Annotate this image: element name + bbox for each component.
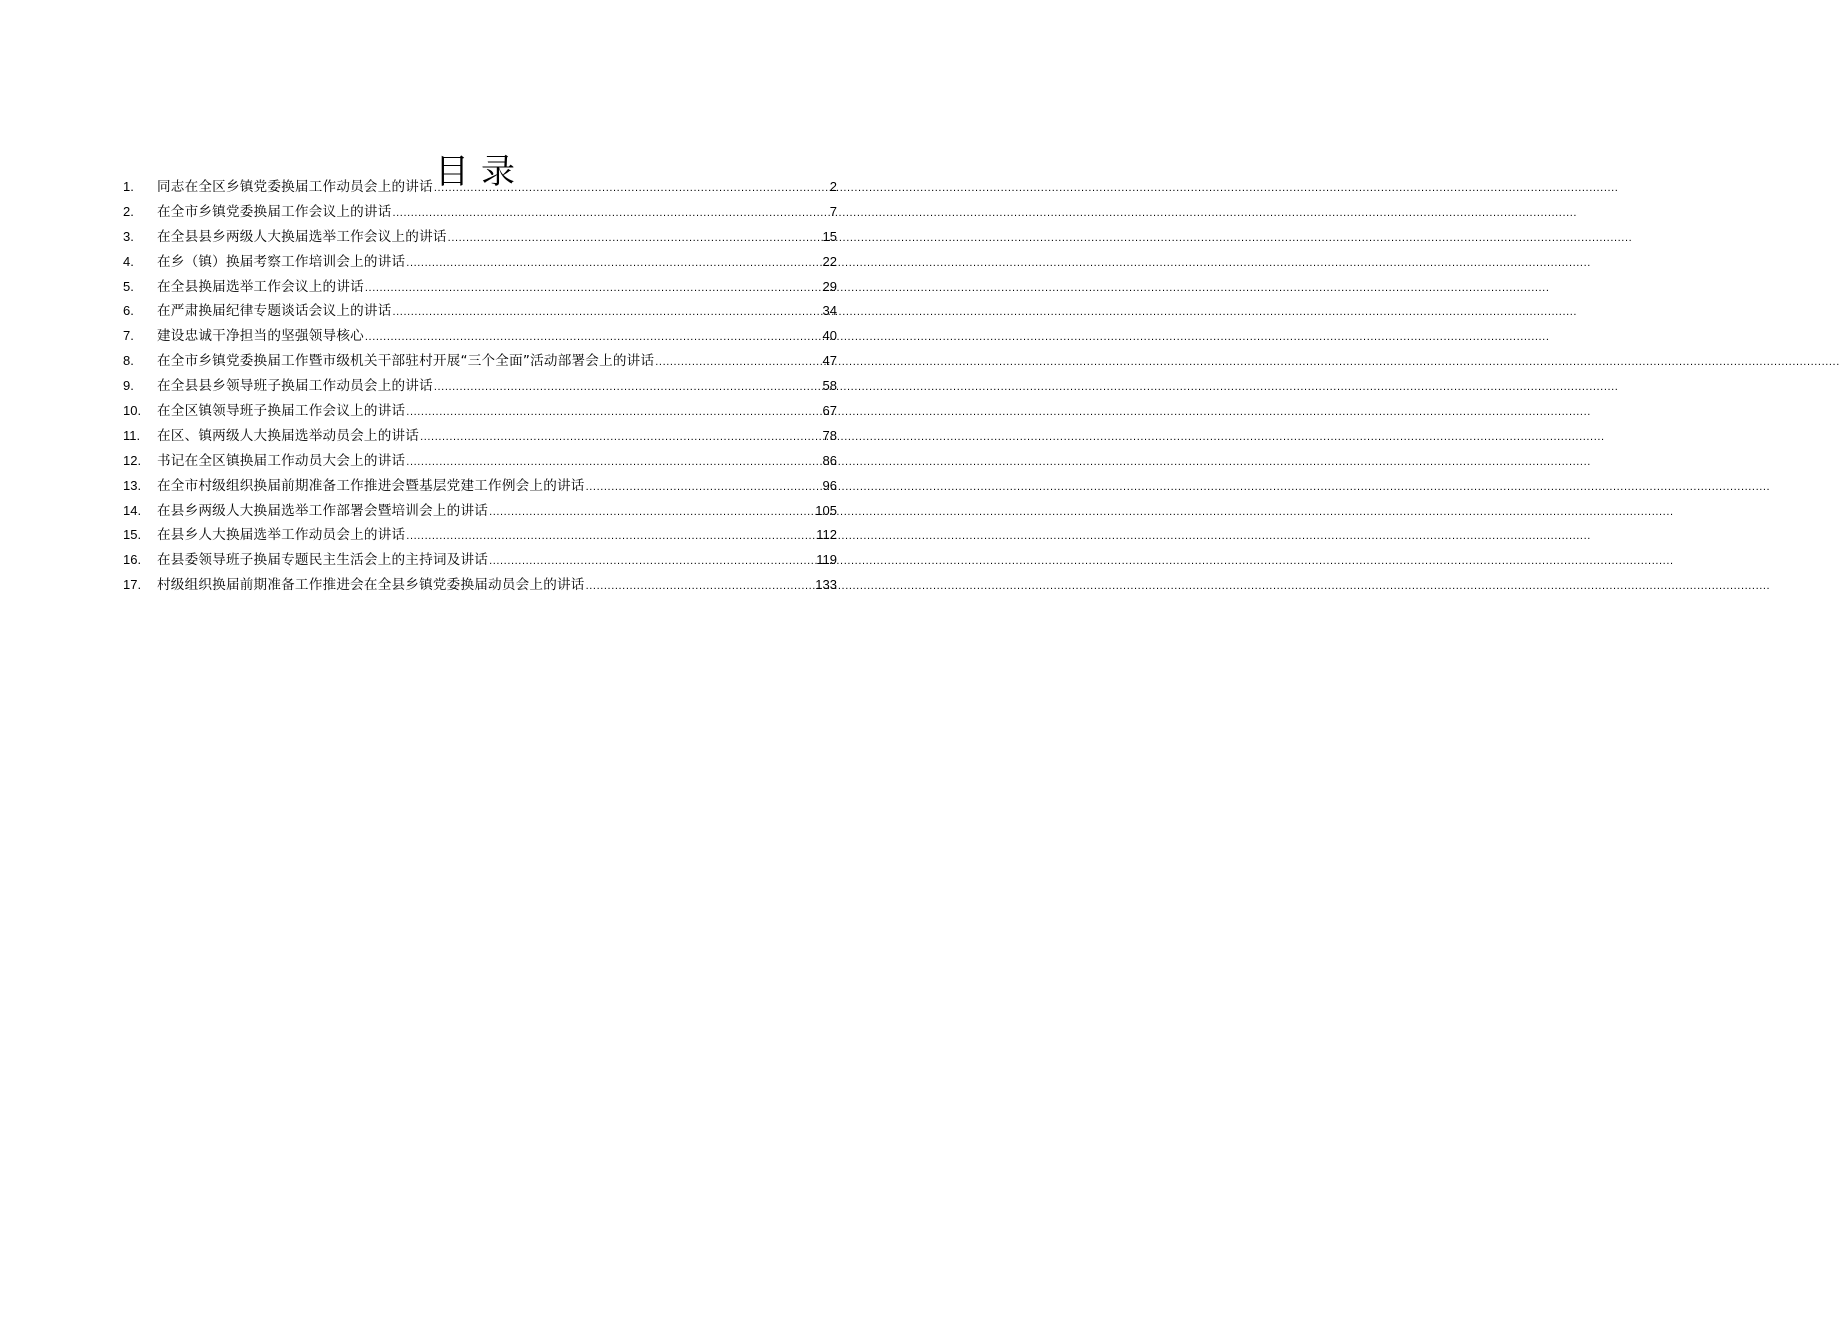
toc-entry-title: 在县乡两级人大换届选举工作部署会暨培训会上的讲话	[157, 502, 489, 519]
toc-entry[interactable]	[123, 349, 837, 374]
toc-entry-number: 10.	[123, 403, 142, 419]
toc-entry-title: 在全市乡镇党委换届工作暨市级机关干部驻村开展“三个全面”活动部署会上的讲话	[157, 353, 655, 370]
toc-entry-page: 29	[822, 278, 837, 294]
toc-entry-page: 34	[822, 303, 837, 319]
toc-entry-page: 112	[816, 527, 837, 543]
toc-entry-number: 2.	[123, 203, 134, 219]
toc-entry-number: 11.	[123, 427, 141, 443]
toc-entry-title: 在全市乡镇党委换届工作会议上的讲话	[157, 203, 392, 220]
toc-entry-number: 17.	[123, 577, 142, 593]
toc-dot-leader	[586, 475, 822, 500]
toc-entry[interactable]	[123, 324, 837, 349]
toc-entry[interactable]	[123, 250, 837, 275]
toc-dot-leader	[406, 524, 815, 549]
toc-entry[interactable]	[123, 424, 837, 449]
toc-dot-leader	[434, 375, 822, 400]
toc-dot-leader	[406, 400, 821, 425]
toc-entry-page: 22	[822, 253, 837, 269]
toc-entry-page: 96	[822, 477, 837, 493]
toc-dot-leader	[406, 450, 821, 475]
toc-entry-number: 5.	[123, 278, 134, 294]
toc-dot-leader	[489, 500, 814, 525]
toc-entry-title: 同志在全区乡镇党委换届工作动员会上的讲话	[157, 179, 433, 195]
toc-entry-number: 4.	[123, 253, 134, 269]
toc-entry[interactable]	[123, 499, 837, 524]
toc-entry-title: 建设忠诚干净担当的坚强领导核心	[157, 328, 364, 345]
toc-entry[interactable]	[123, 374, 837, 399]
toc-entry-title: 在全市村级组织换届前期准备工作推进会暨基层党建工作例会上的讲话	[157, 477, 585, 494]
toc-entry-title: 在严肃换届纪律专题谈话会议上的讲话	[157, 303, 392, 320]
toc-dot-leader	[489, 549, 815, 574]
toc-entry-title: 在乡（镇）换届考察工作培训会上的讲话	[157, 253, 406, 270]
toc-entry-page: 67	[822, 403, 837, 419]
toc-entry-page: 133	[815, 577, 837, 593]
toc-entry-title: 在全县换届选举工作会议上的讲话	[157, 278, 364, 295]
toc-entry-title: 在区、镇两级人大换届选举动员会上的讲话	[157, 427, 420, 444]
toc-entry[interactable]	[123, 573, 837, 598]
toc-entry[interactable]	[123, 548, 837, 573]
toc-entry-number: 16.	[123, 552, 142, 568]
toc-entry-page: 105	[815, 502, 837, 518]
toc-entry-page: 86	[822, 452, 837, 468]
toc-entry-page: 119	[816, 552, 837, 568]
toc-entry-page: 47	[822, 353, 837, 369]
toc-entry-number: 1.	[123, 179, 134, 194]
toc-dot-leader	[655, 350, 821, 375]
toc-entry-number: 8.	[123, 353, 134, 369]
toc-entry-title: 在县委领导班子换届专题民主生活会上的主持词及讲话	[157, 552, 489, 569]
toc-entry-number: 9.	[123, 378, 134, 394]
toc-entry[interactable]	[123, 175, 837, 200]
toc-dot-leader	[420, 425, 821, 450]
toc-entry[interactable]	[123, 200, 837, 225]
toc-entry-title: 在全县县乡领导班子换届工作动员会上的讲话	[157, 378, 433, 395]
toc-entry-number: 6.	[123, 303, 134, 319]
toc-entry-number: 14.	[123, 502, 142, 518]
toc-entry[interactable]	[123, 299, 837, 324]
toc-entry[interactable]	[123, 275, 837, 300]
toc-list	[123, 175, 837, 598]
toc-entry-page: 7	[829, 203, 837, 219]
toc-entry-title: 在县乡人大换届选举工作动员会上的讲话	[157, 527, 406, 544]
toc-title: 目录	[435, 151, 527, 192]
toc-dot-leader	[448, 226, 822, 251]
toc-entry-page: 40	[822, 328, 837, 344]
toc-entry-page: 2	[829, 179, 837, 194]
toc-entry-title: 书记在全区镇换届工作动员大会上的讲话	[157, 452, 406, 469]
toc-dot-leader	[406, 251, 821, 276]
toc-entry[interactable]	[123, 474, 837, 499]
toc-entry-title: 村级组织换届前期准备工作推进会在全县乡镇党委换届动员会上的讲话	[157, 577, 585, 594]
toc-entry-number: 12.	[123, 452, 142, 468]
toc-entry-page: 78	[822, 427, 837, 443]
toc-entry-page: 15	[822, 228, 837, 244]
toc-entry[interactable]	[123, 523, 837, 548]
toc-dot-leader	[434, 176, 829, 201]
toc-dot-leader	[393, 300, 822, 325]
toc-dot-leader	[393, 201, 829, 226]
toc-entry-number: 13.	[123, 477, 142, 493]
toc-entry[interactable]	[123, 449, 837, 474]
toc-entry-title: 在全区镇领导班子换届工作会议上的讲话	[157, 403, 406, 420]
toc-entry-number: 7.	[123, 328, 134, 344]
toc-entry[interactable]	[123, 225, 837, 250]
toc-dot-leader	[365, 325, 822, 350]
toc-entry[interactable]	[123, 399, 837, 424]
toc-entry-page: 58	[822, 378, 837, 394]
toc-entry-number: 15.	[123, 527, 142, 543]
toc-dot-leader	[586, 574, 815, 599]
toc-entry-number: 3.	[123, 228, 134, 244]
toc-dot-leader	[365, 276, 822, 301]
toc-entry-title: 在全县县乡两级人大换届选举工作会议上的讲话	[157, 228, 447, 245]
